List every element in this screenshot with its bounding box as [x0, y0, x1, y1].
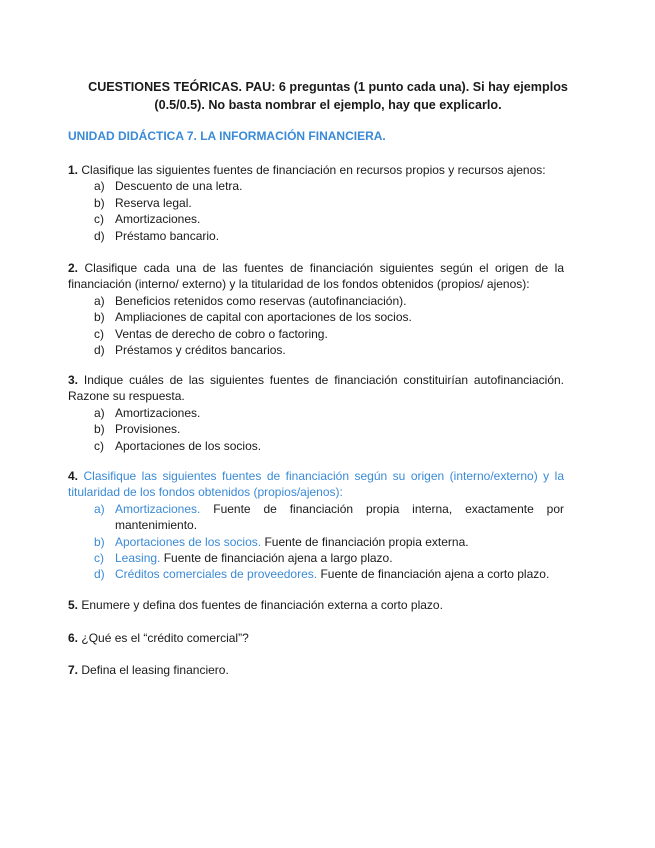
question-4-stem [68, 468, 564, 501]
question-text: Enumere y defina dos fuentes de financiación externa a corto plazo. [81, 598, 443, 612]
unit-heading: UNIDAD DIDÁCTICA 7. LA INFORMACIÓN FINANCIERA. [68, 129, 386, 143]
option-marker: c) [94, 438, 104, 453]
question-number: 6. [68, 631, 79, 645]
option-marker: d) [94, 343, 105, 358]
option-marker: a) [94, 501, 105, 516]
option-item [68, 293, 564, 309]
question-text: ¿Qué es el “crédito comercial”? [81, 631, 249, 645]
question-number: 7. [68, 663, 79, 677]
option-text: Aportaciones de los socios. [115, 534, 262, 549]
option-text: Créditos comerciales de proveedores. [115, 567, 318, 582]
option-item [68, 534, 564, 550]
question-text: Clasifique cada una de las fuentes de financiación siguientes según el origen de la financiación (interno/ externo) y la titularidad de los fondos obtenidos (propios/ ajenos): [68, 261, 565, 292]
option-marker: a) [94, 179, 105, 194]
question-text: Indique cuáles de las siguientes fuentes de financiación constituirían autofinanciación. Razone su respuesta. [68, 373, 564, 404]
option-marker: a) [94, 405, 105, 420]
option-text: Préstamos y créditos bancarios. [115, 343, 286, 358]
option-answer: Fuente de financiación ajena a largo plazo. [163, 551, 393, 566]
option-text: Préstamo bancario. [115, 228, 220, 243]
question-2-stem [68, 260, 564, 293]
option-text: Amortizaciones. [115, 405, 201, 420]
option-answer: Fuente de financiación ajena a corto plazo. [320, 567, 550, 582]
question-7-stem [68, 662, 564, 678]
option-marker: b) [94, 310, 105, 325]
question-6-stem [68, 630, 564, 646]
question-5-stem [68, 597, 564, 613]
option-marker: b) [94, 422, 105, 437]
option-item [68, 421, 564, 437]
option-text: Aportaciones de los socios. [115, 438, 262, 453]
question-number: 2. [68, 261, 79, 275]
question-number: 5. [68, 598, 79, 612]
option-item [68, 326, 564, 342]
option-text: Ampliaciones de capital con aportaciones de los socios. [115, 310, 412, 325]
option-list [68, 501, 564, 583]
question-1-stem [68, 162, 564, 178]
option-list [68, 405, 564, 454]
option-answer: Fuente de financiación propia externa. [264, 534, 469, 549]
option-marker: a) [94, 293, 105, 308]
option-list [68, 293, 564, 359]
question-7 [68, 662, 564, 678]
option-answer: Fuente de financiación propia interna, exactamente por mantenimiento. [115, 501, 564, 533]
option-item [68, 550, 564, 566]
option-marker: c) [94, 326, 104, 341]
question-1 [68, 162, 564, 244]
option-item [68, 228, 564, 244]
option-text: Reserva legal. [115, 195, 192, 210]
question-text: Clasifique las siguientes fuentes de financiación según su origen (interno/externo) y la titularidad de los fondos obtenidos (propios/ajenos): [68, 469, 564, 500]
question-2 [68, 260, 564, 358]
option-text: Descuento de una letra. [115, 179, 243, 194]
option-item [68, 195, 564, 211]
question-5 [68, 597, 564, 613]
option-item [68, 178, 564, 194]
option-text: Beneficios retenidos como reservas (autofinanciación). [115, 293, 407, 308]
option-item [68, 211, 564, 227]
option-text: Leasing. [115, 551, 161, 566]
option-item [68, 309, 564, 325]
question-3-stem [68, 372, 564, 405]
question-6 [68, 630, 564, 646]
option-text: Provisiones. [115, 422, 181, 437]
option-marker: d) [94, 567, 105, 582]
option-text: Amortizaciones. [115, 501, 201, 516]
option-item [68, 566, 564, 582]
question-number: 1. [68, 163, 79, 177]
question-4 [68, 468, 564, 583]
question-number: 4. [68, 469, 79, 483]
option-text: Ventas de derecho de cobro o factoring. [115, 326, 328, 341]
option-list [68, 178, 564, 244]
option-item [68, 501, 564, 534]
option-item [68, 438, 564, 454]
option-marker: b) [94, 195, 105, 210]
question-3 [68, 372, 564, 454]
question-text: Clasifique las siguientes fuentes de financiación en recursos propios y recursos ajenos: [81, 163, 546, 177]
option-marker: d) [94, 228, 105, 243]
option-item [68, 342, 564, 358]
question-number: 3. [68, 373, 79, 387]
page-title: CUESTIONES TEÓRICAS. PAU: 6 preguntas (1 punto cada una). Si hay ejemplos (0.5/0.5). No basta nombrar el ejemplo, hay que explicarlo. [88, 80, 568, 112]
question-text: Defina el leasing financiero. [81, 663, 229, 677]
option-item [68, 405, 564, 421]
option-marker: c) [94, 212, 104, 227]
option-text: Amortizaciones. [115, 212, 201, 227]
option-marker: c) [94, 551, 104, 566]
option-marker: b) [94, 534, 105, 549]
